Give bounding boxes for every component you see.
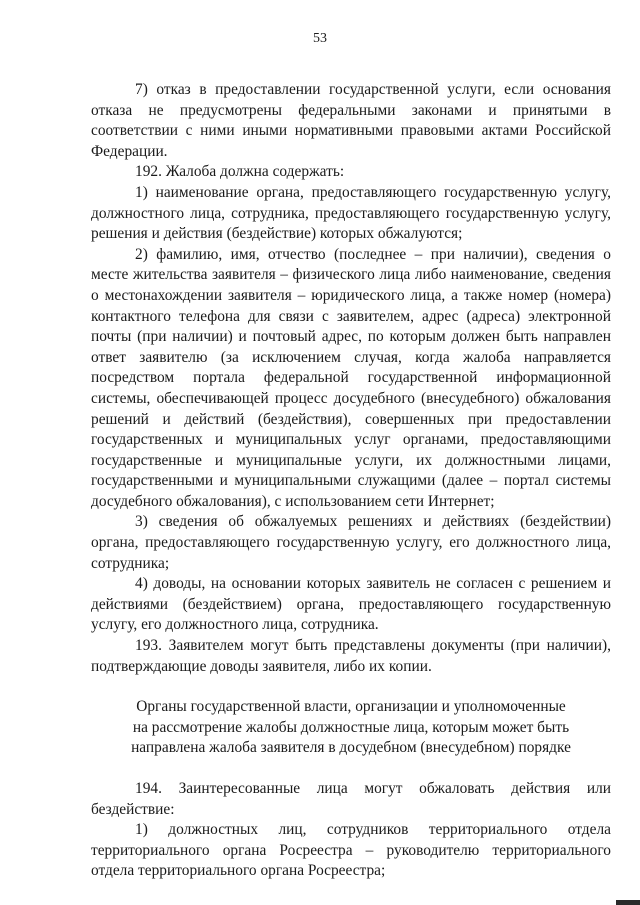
- section-heading-line: на рассмотрение жалобы должностные лица, которым может быть: [132, 718, 570, 736]
- paragraph-complaint-item-3: 3) сведения об обжалуемых решениях и действиях (бездействии) органа, предоставляющего государственную услугу, его должностного лица, сотрудника;: [91, 513, 611, 572]
- paragraph-complaint-item-1: 1) наименование органа, предоставляющего государственную услугу, должностного лица, сотрудника, предоставляющего государственную услугу, решения и действия (бездействие) которых обжалуются;: [91, 183, 611, 243]
- paragraph-appeal-item-1: 1) должностных лиц, сотрудников территориального отдела территориального органа Росреестра – руководителю территориального отдела территориального органа Росреестра;: [91, 821, 611, 880]
- section-heading-line: направлена жалоба заявителя в досудебном (внесудебном) порядке: [131, 739, 571, 757]
- paragraph-complaint-item-4: 4) доводы, на основании которых заявитель не согласен с решением и действиями (бездействием) органа, предоставляющего государственную услугу, его должностного лица, сотрудника.: [91, 575, 611, 634]
- paragraph-193: 193. Заявителем могут быть представлены документы (при наличии), подтверждающие доводы заявителя, либо их копии.: [91, 637, 611, 675]
- paragraph-refusal-item-7: 7) отказ в предоставлении государственной услуги, если основания отказа не предусмотрены федеральными законами и принятыми в соответствии с ними иными нормативными правовыми актами Российской Федерации.: [91, 81, 611, 160]
- paragraph-192: 192. Жалоба должна содержать:: [135, 163, 345, 181]
- document-body: [91, 80, 611, 882]
- paragraph-complaint-item-2: 2) фамилию, имя, отчество (последнее – при наличии), сведения о месте жительства заявителя – физического лица либо наименование, сведения о местонахождении заявителя – юридического лица, а также номер (номера) контактного телефона для связи с заявителем, адрес (адреса) электронной почты (при наличии) и почтовый адрес, по которым должен быть направлен ответ заявителю (за исключением случая, когда жалоба направляется посредством портала федеральной государственной информационной системы, обеспечивающей процесс досудебного (внесудебного) обжалования решений и действий (бездействия), совершенных при предоставлении государственных и муниципальных услуг органами, предоставляющими государственные и муниципальные услуги, их должностными лицами, государственными и муниципальными служащими (далее – портал системы досудебного обжалования), с использованием сети Интернет;: [91, 245, 611, 510]
- section-heading-line: Органы государственной власти, организации и уполномоченные: [136, 698, 566, 716]
- paragraph-194: 194. Заинтересованные лица могут обжаловать действия или бездействие:: [91, 780, 611, 818]
- scan-edge-mark: [616, 900, 640, 905]
- section-heading: [91, 697, 611, 759]
- page-number: 53: [313, 31, 327, 46]
